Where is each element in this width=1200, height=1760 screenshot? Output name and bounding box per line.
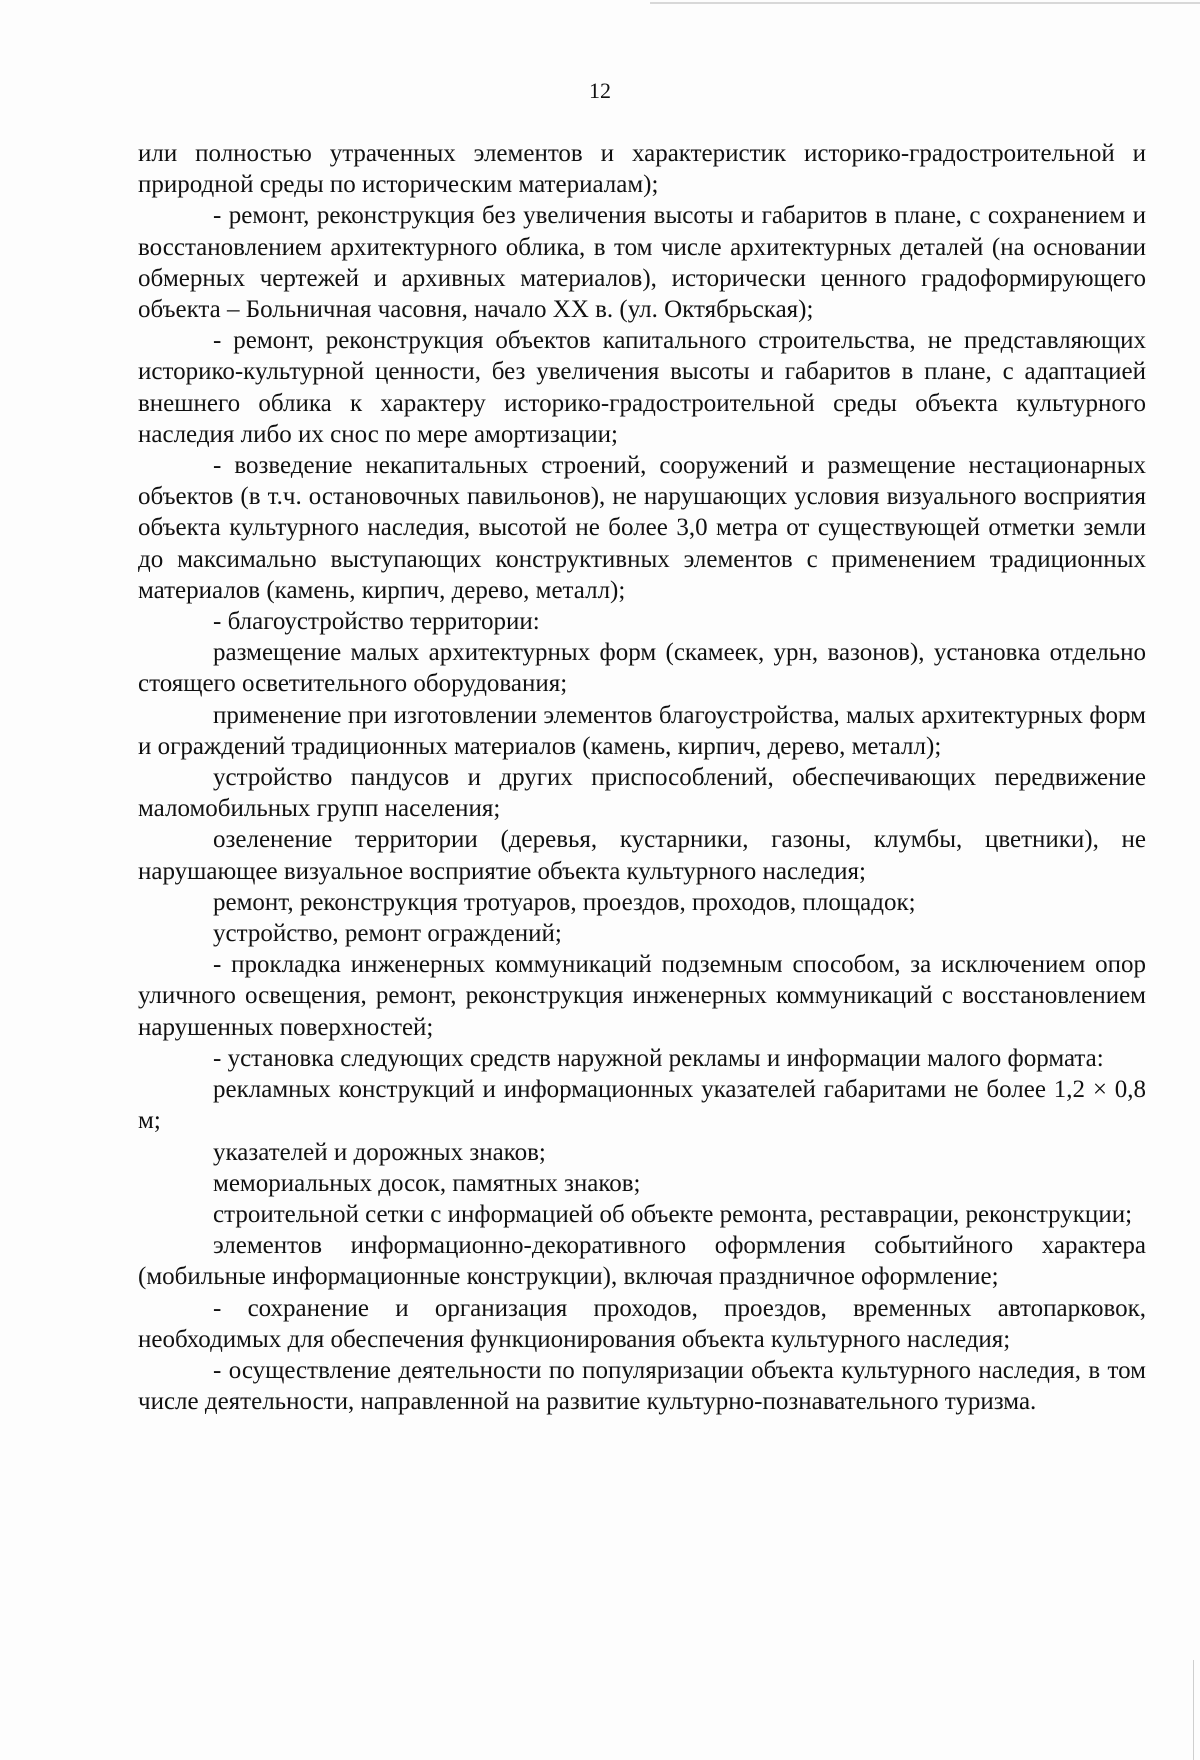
paragraph: или полностью утраченных элементов и характеристик историко-градостроительной и природной среды по историческим материалам); [138, 140, 1146, 199]
paragraph: рекламных конструкций и информационных указателей габаритами не более 1,2 × 0,8 м; [138, 1076, 1146, 1135]
paragraph: - благоустройство территории: [213, 608, 540, 636]
paragraph: устройство, ремонт ограждений; [213, 920, 562, 948]
paragraph: - ремонт, реконструкция без увеличения высоты и габаритов в плане, с сохранением и восстановлением архитектурного облика, в том числе архитектурных деталей (на основании обмерных чертежей и архивных материалов), исторически ценного градоформирующего объекта – Больничная часовня, начало XX в. (ул. Октябрьская); [138, 202, 1146, 324]
paragraph: - ремонт, реконструкция объектов капитального строительства, не представляющих историко-культурной ценности, без увеличения высоты и габаритов в плане, с адаптацией внешнего облика к характеру историко-градостроительной среды объекта культурного наследия либо их снос по мере амортизации; [138, 327, 1146, 448]
paragraph: размещение малых архитектурных форм (скамеек, урн, вазонов), установка отдельно стоящего осветительного оборудования; [138, 639, 1146, 698]
paragraph: озеленение территории (деревья, кустарники, газоны, клумбы, цветники), не нарушающее визуальное восприятие объекта культурного наследия; [138, 826, 1146, 885]
paragraph: - осуществление деятельности по популяризации объекта культурного наследия, в том числе деятельности, направленной на развитие культурно-познавательного туризма. [138, 1356, 1146, 1416]
paragraph: указателей и дорожных знаков; [213, 1138, 546, 1166]
page-number: 12 [589, 78, 611, 103]
document-body [138, 138, 1146, 1417]
paragraph: строительной сетки с информацией об объекте ремонта, реставрации, реконструкции; [213, 1200, 1133, 1228]
scan-top-edge [650, 2, 1200, 4]
paragraph: применение при изготовлении элементов благоустройства, малых архитектурных форм и ограждений традиционных материалов (камень, кирпич, дерево, металл); [138, 701, 1146, 760]
scan-right-edge [1193, 1660, 1194, 1760]
paragraph: мемориальных досок, памятных знаков; [213, 1169, 641, 1197]
paragraph: элементов информационно-декоративного оформления событийного характера (мобильные информационные конструкции), включая праздничное оформление; [138, 1232, 1146, 1291]
paragraph: - сохранение и организация проходов, проездов, временных автопарковок, необходимых для обеспечения функционирования объекта культурного наследия; [138, 1294, 1146, 1353]
paragraph: - установка следующих средств наружной рекламы и информации малого формата: [213, 1044, 1104, 1072]
paragraph: устройство пандусов и других приспособлений, обеспечивающих передвижение маломобильных групп населения; [138, 764, 1146, 823]
paragraph: - возведение некапитальных строений, сооружений и размещение нестационарных объектов (в т.ч. остановочных павильонов), не нарушающих условия визуального восприятия объекта культурного наследия, высотой не более 3,0 метра от существующей отметки земли до максимально выступающих конструктивных элементов с применением традиционных материалов (камень, кирпич, дерево, металл); [138, 452, 1146, 604]
paragraph: - прокладка инженерных коммуникаций подземным способом, за исключением опор уличного освещения, ремонт, реконструкция инженерных коммуникаций с восстановлением нарушенных поверхностей; [138, 951, 1146, 1041]
paragraph: ремонт, реконструкция тротуаров, проездов, проходов, площадок; [213, 888, 916, 916]
